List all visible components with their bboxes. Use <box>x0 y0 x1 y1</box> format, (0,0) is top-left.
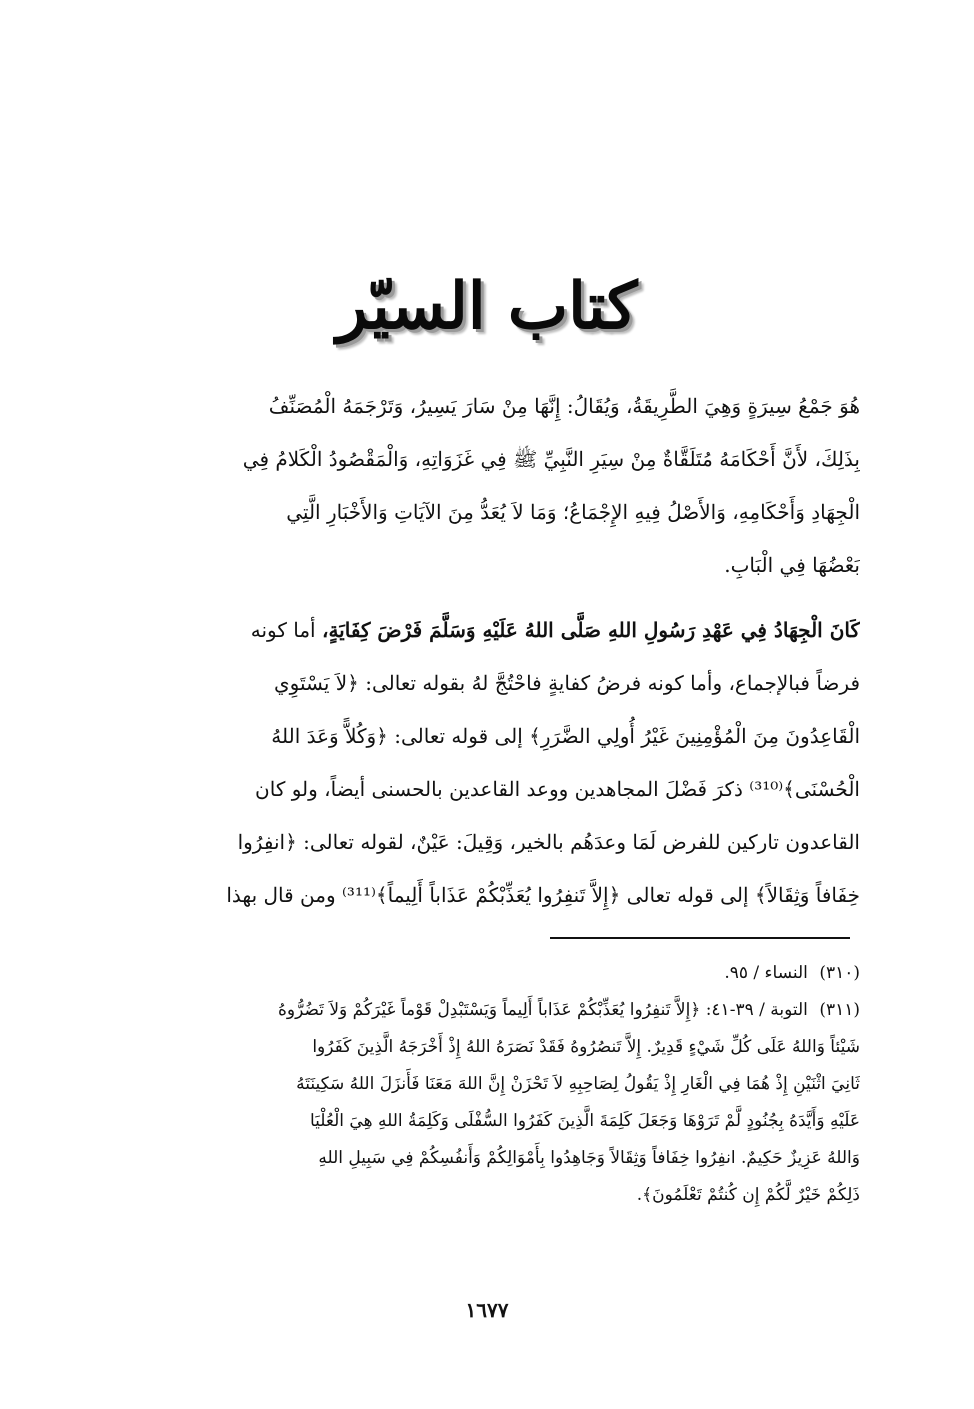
main-line: الْقَاعِدُونَ مِنَ الْمُؤْمِنِينَ غَيْرُ أُولِي الضَّرَرِ﴾ إلى قوله تعالى: ﴿وَكُلاًّ وَعَدَ اللهُ <box>271 724 860 748</box>
footnote-line: ذَلِكُمْ خَيْرٌ لَّكُمْ إِن كُنتُمْ تَعْلَمُونَ﴾. <box>636 1185 860 1205</box>
footnote-line: عَلَيْهِ وَأَيَّدَهُ بِجُنُودٍ لَّمْ تَرَوْهَا وَجَعَلَ كَلِمَةَ الَّذِينَ كَفَرُوا السُّفْلَى وَكَلِمَةُ اللهِ هِيَ الْعُلْيَا <box>309 1111 860 1131</box>
main-line: الْحُسْنَى﴾⁽³¹⁰⁾ ذكرَ فَضْلَ المجاهدين ووعد القاعدين بالحسنى أيضاً، ولو كان <box>255 777 860 801</box>
main-line: خِفَافاً وَثِقَالاً﴾ إلى قوله تعالى ﴿إِلاَّ تَنفِرُوا يُعَذِّبْكُمْ عَذَاباً أَلِيماً﴾⁽³¹¹⁾ ومن قال بهذا <box>226 883 860 907</box>
footnotes <box>132 955 860 1214</box>
intro-line: الْجِهَادِ وَأَحْكَامِهِ، وَالأَصْلُ فِيهِ الإِجْمَاعُ؛ وَمَا لاَ يُعَدُّ مِنَ الآيَاتِ وَالأَخْبَارِ الَّتِي <box>286 500 860 524</box>
footnote-number: (٣١٠) <box>819 963 860 983</box>
footnote-311 <box>132 992 860 1214</box>
footnote-line: شَيْئاً وَاللهُ عَلَى كُلِّ شَيْءٍ قَدِيرٌ. إِلاَّ تَنصُرُوهُ فَقَدْ نَصَرَهُ اللهُ إِذْ أَخْرَجَهُ الَّذِينَ كَفَرُوا <box>312 1037 860 1057</box>
footnote-line <box>132 992 860 1029</box>
footnote-text: النساء / ٩٥. <box>724 963 808 983</box>
footnote-310 <box>132 955 860 992</box>
main-paragraph <box>132 604 860 922</box>
footnote-number: (٣١١) <box>819 1000 860 1020</box>
main-first-line <box>132 604 860 657</box>
intro-line: بَعْضُهَا فِي الْبَابِ. <box>724 553 860 577</box>
main-lead-text: كَانَ الْجِهَادُ فِي عَهْدِ رَسُولِ اللهِ صَلَّى اللهُ عَلَيْهِ وَسَلَّمَ فَرْضَ كِفَايَةٍ، <box>321 618 860 642</box>
chapter-title: كتاب السيّر <box>336 269 638 344</box>
main-line: القاعدون تاركين للفرض لَمَا وعدَهُم بالخير، وَقِيلَ: عَيْنٌ، لقوله تعالى: ﴿انفِرُوا <box>237 830 860 854</box>
intro-line: بِذَلِكَ، لأَنَّ أَحْكَامَهُ مُتَلَقَّاةٌ مِنْ سِيَرِ النَّبِيِّ ﷺ فِي غَزَوَاتِهِ، وَالْمَقْصُودُ الْكَلامُ فِي <box>242 447 860 471</box>
footnote-line: وَاللهُ عَزِيزٌ حَكِيمٌ. انفِرُوا خِفَافاً وَثِقَالاً وَجَاهِدُوا بِأَمْوَالِكُمْ وَأَنفُسِكُمْ فِي سَبِيلِ اللهِ <box>318 1148 860 1168</box>
intro-paragraph <box>132 380 860 592</box>
footnote-line <box>132 955 860 992</box>
footnote-text: التوبة / ٣٩-٤١: ﴿إِلاَّ تَنفِرُوا يُعَذِّبْكُمْ عَذَاباً أَلِيماً وَيَسْتَبْدِلْ قَوْماً غَيْرَكُمْ وَلاَ تَضُرُّوهُ <box>277 1000 808 1020</box>
main-line: فرضاً فبالإجماع، وأما كونه فرضُ كفايةٍ فاحْتُجَّ لهُ بقوله تعالى: ﴿لاَ يَسْتَوِي <box>273 671 860 695</box>
footnote-divider <box>550 937 850 939</box>
main-first-line-rest: أما كونه <box>250 618 316 642</box>
intro-line: هُوَ جَمْعُ سِيرَةٍ وَهِيَ الطَّرِيقَةُ، وَيُقَالُ: إِنَّهَا مِنْ سَارَ يَسِيرُ، وَتَرْجَمَهُ الْمُصَنِّفُ <box>268 394 860 418</box>
page-number: ١٦٧٧ <box>465 1298 509 1322</box>
footnote-line: ثَانِيَ اثْنَيْنِ إِذْ هُمَا فِي الْغَارِ إِذْ يَقُولُ لِصَاحِبِهِ لاَ تَحْزَنْ إِنَّ اللهَ مَعَنَا فَأَنزَلَ اللهُ سَكِينَتَهُ <box>296 1074 860 1094</box>
